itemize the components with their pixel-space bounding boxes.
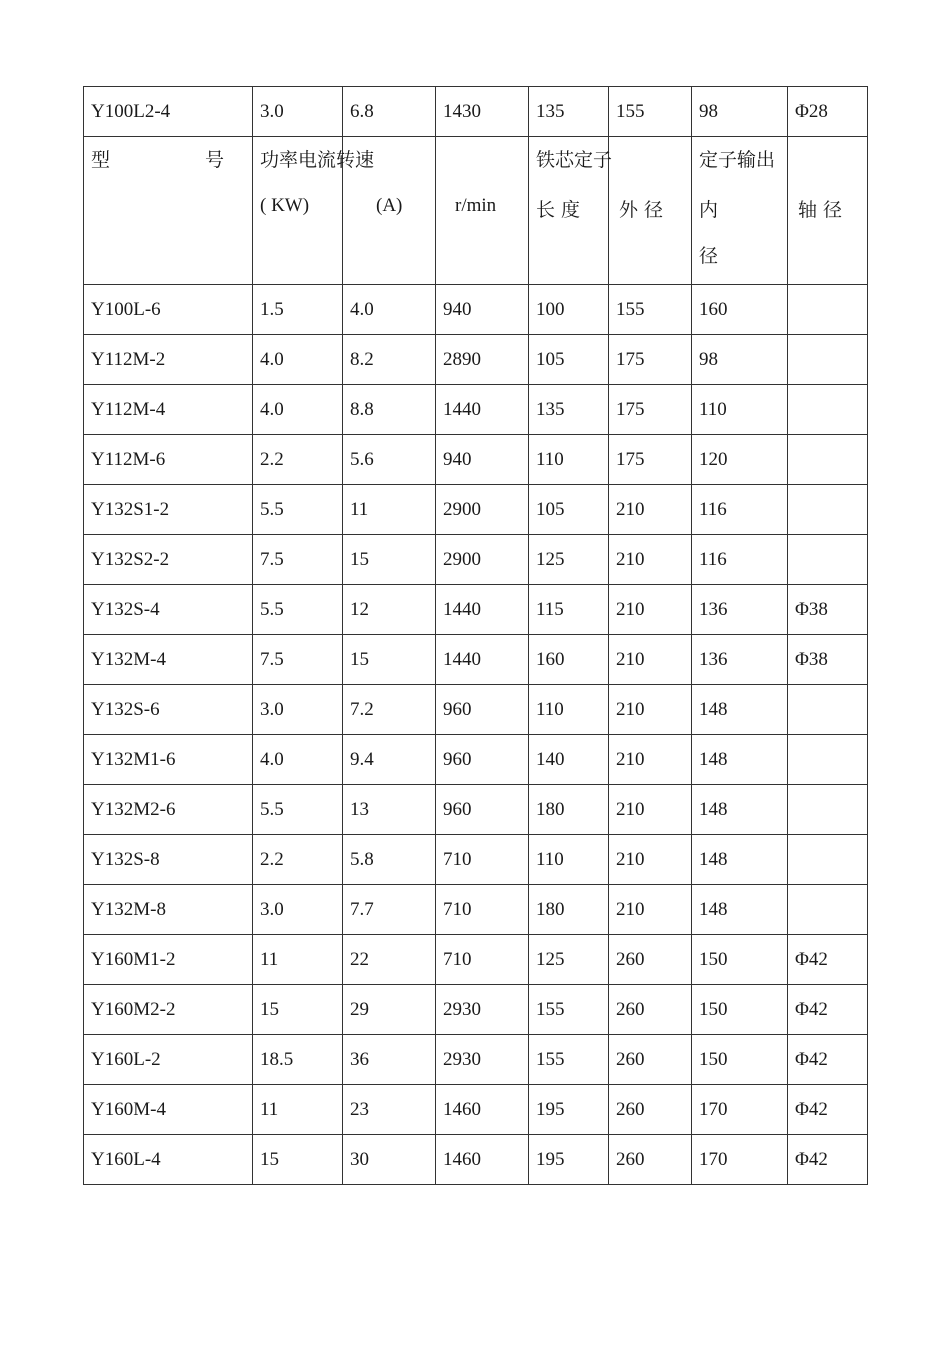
cell-power: 5.5 (253, 485, 343, 535)
motor-spec-table (83, 86, 868, 1185)
cell-speed: 1430 (436, 87, 529, 137)
cell-speed: 940 (436, 435, 529, 485)
cell-outer-diameter: 260 (609, 985, 692, 1035)
cell-current: 12 (343, 585, 436, 635)
cell-current: 11 (343, 485, 436, 535)
table-row (84, 835, 868, 885)
cell-current: 8.2 (343, 335, 436, 385)
cell-outer-diameter: 210 (609, 685, 692, 735)
cell-power: 15 (253, 985, 343, 1035)
table-row (84, 985, 868, 1035)
cell-outer-diameter: 210 (609, 635, 692, 685)
table-row (84, 1035, 868, 1085)
cell-length: 180 (529, 885, 609, 935)
table-row (84, 1085, 868, 1135)
table-row (84, 485, 868, 535)
cell-current: 5.6 (343, 435, 436, 485)
cell-shaft-diameter (788, 285, 868, 335)
cell-inner-diameter: 120 (692, 435, 788, 485)
cell-inner-diameter: 148 (692, 885, 788, 935)
header-model-cell (84, 137, 253, 285)
cell-speed: 2890 (436, 335, 529, 385)
cell-current: 6.8 (343, 87, 436, 137)
cell-shaft-diameter: Φ42 (788, 1135, 868, 1185)
cell-power: 3.0 (253, 885, 343, 935)
cell-speed: 1440 (436, 585, 529, 635)
cell-power: 5.5 (253, 785, 343, 835)
header-diameter: 径 (699, 245, 719, 267)
cell-current: 23 (343, 1085, 436, 1135)
cell-outer-diameter: 155 (609, 87, 692, 137)
cell-power: 4.0 (253, 735, 343, 785)
cell-length: 105 (529, 485, 609, 535)
cell-current: 8.8 (343, 385, 436, 435)
cell-model: Y132M-4 (84, 635, 253, 685)
cell-speed: 940 (436, 285, 529, 335)
cell-inner-diameter: 116 (692, 485, 788, 535)
cell-current: 9.4 (343, 735, 436, 785)
cell-model: Y100L2-4 (84, 87, 253, 137)
cell-shaft-diameter (788, 485, 868, 535)
cell-current: 4.0 (343, 285, 436, 335)
cell-inner-diameter: 148 (692, 835, 788, 885)
header-inner: 内 (699, 199, 719, 221)
cell-shaft-diameter: Φ38 (788, 635, 868, 685)
cell-shaft-diameter: Φ38 (788, 585, 868, 635)
cell-length: 155 (529, 985, 609, 1035)
cell-speed: 2900 (436, 485, 529, 535)
header-outer-diameter: 外 径 (619, 199, 664, 221)
cell-outer-diameter: 260 (609, 1135, 692, 1185)
cell-length: 125 (529, 935, 609, 985)
cell-outer-diameter: 155 (609, 285, 692, 335)
cell-power: 11 (253, 1085, 343, 1135)
cell-inner-diameter: 150 (692, 935, 788, 985)
cell-shaft-diameter: Φ42 (788, 935, 868, 985)
cell-power: 3.0 (253, 685, 343, 735)
header-shaft-diameter: 轴 径 (798, 199, 843, 221)
cell-model: Y160M2-2 (84, 985, 253, 1035)
cell-length: 195 (529, 1085, 609, 1135)
cell-power: 18.5 (253, 1035, 343, 1085)
cell-power: 7.5 (253, 635, 343, 685)
header-speed-unit: r/min (455, 195, 497, 216)
cell-length: 110 (529, 835, 609, 885)
cell-inner-diameter: 98 (692, 335, 788, 385)
cell-outer-diameter: 260 (609, 1085, 692, 1135)
cell-outer-diameter: 260 (609, 1035, 692, 1085)
cell-length: 125 (529, 535, 609, 585)
table-row (84, 335, 868, 385)
header-model: 型 号 (91, 149, 225, 171)
cell-shaft-diameter (788, 735, 868, 785)
cell-shaft-diameter: Φ42 (788, 1035, 868, 1085)
table-row (84, 785, 868, 835)
header-length-cell (529, 137, 613, 285)
cell-inner-diameter: 150 (692, 985, 788, 1035)
cell-model: Y160L-2 (84, 1035, 253, 1085)
table-row (84, 885, 868, 935)
cell-model: Y100L-6 (84, 285, 253, 335)
cell-shaft-diameter: Φ42 (788, 985, 868, 1035)
cell-length: 115 (529, 585, 609, 635)
cell-length: 135 (529, 87, 609, 137)
cell-speed: 1460 (436, 1085, 529, 1135)
cell-inner-diameter: 148 (692, 685, 788, 735)
cell-speed: 1440 (436, 385, 529, 435)
cell-outer-diameter: 210 (609, 485, 692, 535)
cell-length: 135 (529, 385, 609, 435)
cell-power: 5.5 (253, 585, 343, 635)
cell-outer-diameter: 210 (609, 535, 692, 585)
table-row (84, 385, 868, 435)
header-core-stator: 铁芯定子 (536, 149, 613, 171)
cell-model: Y132S-8 (84, 835, 253, 885)
cell-length: 140 (529, 735, 609, 785)
cell-model: Y132M-8 (84, 885, 253, 935)
cell-length: 180 (529, 785, 609, 835)
cell-shaft-diameter (788, 785, 868, 835)
cell-outer-diameter: 210 (609, 585, 692, 635)
cell-model: Y132M1-6 (84, 735, 253, 785)
cell-current: 7.7 (343, 885, 436, 935)
cell-inner-diameter: 160 (692, 285, 788, 335)
header-stator-output: 定子输出 (699, 149, 776, 171)
cell-speed: 960 (436, 685, 529, 735)
table-row (84, 535, 868, 585)
cell-model: Y132S1-2 (84, 485, 253, 535)
cell-power: 1.5 (253, 285, 343, 335)
cell-length: 160 (529, 635, 609, 685)
cell-speed: 1460 (436, 1135, 529, 1185)
cell-power: 11 (253, 935, 343, 985)
table-row (84, 585, 868, 635)
cell-power: 2.2 (253, 435, 343, 485)
cell-speed: 710 (436, 885, 529, 935)
cell-power: 15 (253, 1135, 343, 1185)
header-power-current-speed: 功率电流转速 (260, 149, 375, 171)
cell-inner-diameter: 170 (692, 1085, 788, 1135)
cell-inner-diameter: 98 (692, 87, 788, 137)
cell-outer-diameter: 210 (609, 835, 692, 885)
cell-outer-diameter: 175 (609, 435, 692, 485)
cell-current: 36 (343, 1035, 436, 1085)
cell-speed: 710 (436, 935, 529, 985)
cell-current: 15 (343, 635, 436, 685)
cell-speed: 2930 (436, 1035, 529, 1085)
header-row (84, 137, 868, 285)
table-row (84, 735, 868, 785)
header-outer-cell (609, 137, 692, 285)
cell-length: 195 (529, 1135, 609, 1185)
cell-current: 29 (343, 985, 436, 1035)
cell-model: Y112M-6 (84, 435, 253, 485)
cell-current: 15 (343, 535, 436, 585)
cell-model: Y132M2-6 (84, 785, 253, 835)
cell-outer-diameter: 175 (609, 335, 692, 385)
table-row (84, 685, 868, 735)
cell-length: 110 (529, 435, 609, 485)
header-length: 长 度 (536, 199, 581, 221)
table-row (84, 435, 868, 485)
cell-power: 4.0 (253, 385, 343, 435)
cell-speed: 960 (436, 735, 529, 785)
cell-outer-diameter: 260 (609, 935, 692, 985)
header-speed-cell (436, 137, 529, 285)
cell-power: 3.0 (253, 87, 343, 137)
cell-shaft-diameter (788, 885, 868, 935)
cell-inner-diameter: 136 (692, 635, 788, 685)
cell-outer-diameter: 175 (609, 385, 692, 435)
cell-inner-diameter: 136 (692, 585, 788, 635)
cell-speed: 1440 (436, 635, 529, 685)
header-power-unit: ( KW) (260, 195, 310, 216)
cell-model: Y160L-4 (84, 1135, 253, 1185)
header-current-unit: (A) (376, 195, 403, 216)
cell-current: 5.8 (343, 835, 436, 885)
cell-shaft-diameter: Φ28 (788, 87, 868, 137)
cell-inner-diameter: 150 (692, 1035, 788, 1085)
cell-shaft-diameter (788, 835, 868, 885)
table-row (84, 285, 868, 335)
cell-length: 100 (529, 285, 609, 335)
cell-model: Y132S-6 (84, 685, 253, 735)
table-row (84, 935, 868, 985)
cell-inner-diameter: 110 (692, 385, 788, 435)
cell-model: Y160M-4 (84, 1085, 253, 1135)
cell-current: 22 (343, 935, 436, 985)
cell-shaft-diameter (788, 535, 868, 585)
cell-model: Y112M-4 (84, 385, 253, 435)
cell-current: 7.2 (343, 685, 436, 735)
cell-speed: 960 (436, 785, 529, 835)
cell-shaft-diameter (788, 335, 868, 385)
cell-model: Y160M1-2 (84, 935, 253, 985)
cell-current: 30 (343, 1135, 436, 1185)
table-row (84, 1135, 868, 1185)
cell-current: 13 (343, 785, 436, 835)
cell-speed: 2900 (436, 535, 529, 585)
cell-inner-diameter: 148 (692, 785, 788, 835)
cell-inner-diameter: 170 (692, 1135, 788, 1185)
cell-speed: 710 (436, 835, 529, 885)
cell-model: Y112M-2 (84, 335, 253, 385)
cell-outer-diameter: 210 (609, 785, 692, 835)
cell-outer-diameter: 210 (609, 885, 692, 935)
table-row (84, 635, 868, 685)
cell-outer-diameter: 210 (609, 735, 692, 785)
cell-speed: 2930 (436, 985, 529, 1035)
cell-model: Y132S-4 (84, 585, 253, 635)
cell-shaft-diameter (788, 435, 868, 485)
header-power-cell (253, 137, 375, 285)
header-shaft-cell (788, 137, 868, 285)
cell-length: 110 (529, 685, 609, 735)
cell-length: 155 (529, 1035, 609, 1085)
cell-inner-diameter: 148 (692, 735, 788, 785)
cell-power: 2.2 (253, 835, 343, 885)
cell-model: Y132S2-2 (84, 535, 253, 585)
table-row (84, 87, 868, 137)
cell-inner-diameter: 116 (692, 535, 788, 585)
cell-length: 105 (529, 335, 609, 385)
cell-shaft-diameter: Φ42 (788, 1085, 868, 1135)
header-inner-cell (692, 137, 788, 285)
cell-power: 7.5 (253, 535, 343, 585)
cell-shaft-diameter (788, 385, 868, 435)
cell-shaft-diameter (788, 685, 868, 735)
cell-power: 4.0 (253, 335, 343, 385)
